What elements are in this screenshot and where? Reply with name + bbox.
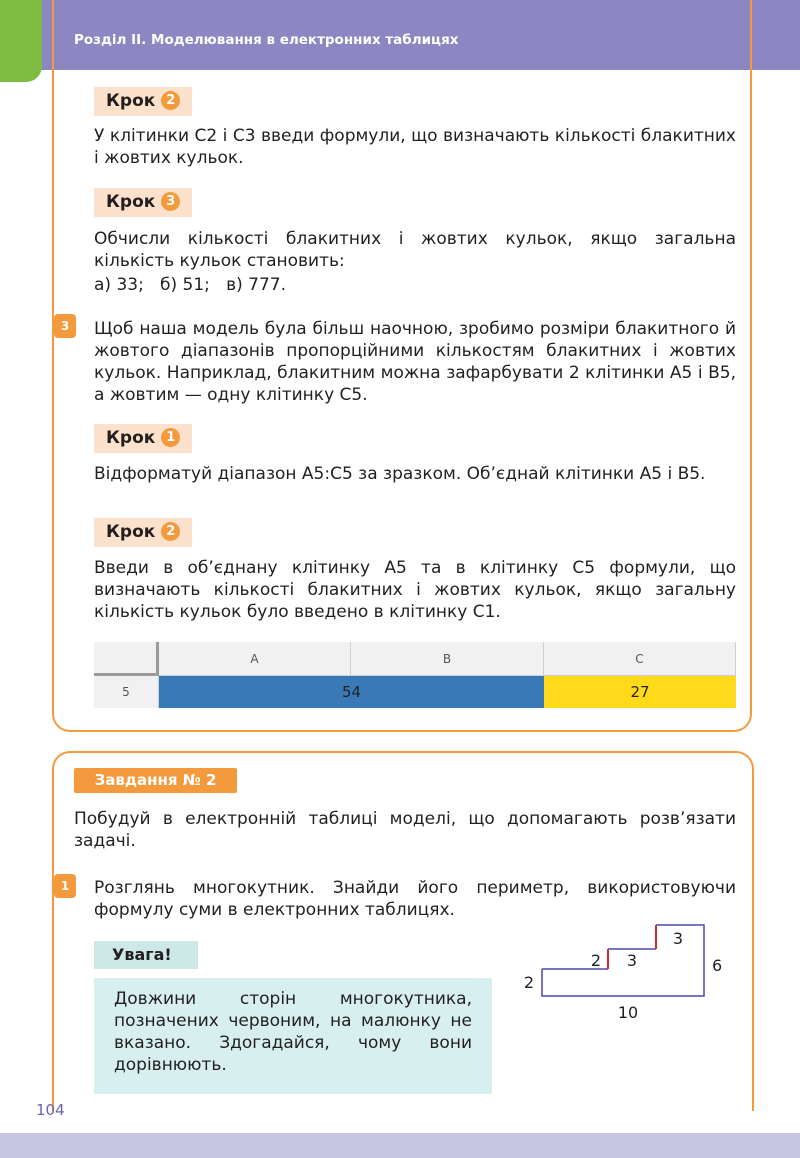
step-number-badge: 2 [161,91,180,110]
label-step-low: 2 [590,951,602,970]
page-footer-band [0,1133,800,1158]
step-2b-text: Введи в об’єднану клітинку А5 та в клітинку С5 формули, що визначають кількості блакитних і жовтих кульок, якщо загальну кількість кульок було введено в клітинку С1. [94,558,736,622]
step-number-badge: 2 [161,522,180,541]
step-3-text: Обчисли кількості блакитних і жовтих кульок, якщо загальна кількість кульок становить: [94,229,736,271]
step-label-text: Крок [106,522,156,542]
item-1-badge: 1 [54,874,76,898]
attention-note: Довжини сторін многокутника, позначених червоним, на малюнку не вказано. Здогадайся, чому вони дорівнюють. [94,978,492,1094]
column-header-a: A [159,642,351,676]
attention-label: Увага! [94,941,198,969]
page-number: 104 [36,1101,65,1119]
item-3-text: Щоб наша модель була більш наочною, зробимо розміри блакитного й жовтого діапазонів пропорційними кількостям блакитних і жовтих кульок. Наприклад, блакитним можна зафарбувати 2 клітинки А5 і В5, а жовтим — одну клітинку С5. [94,319,736,405]
step-label-text: Крок [106,192,156,212]
cell-c5: 27 [544,676,736,708]
step-number-badge: 1 [161,428,180,447]
step-label-text: Крок [106,428,156,448]
step-number-badge: 3 [161,192,180,211]
item-1-text: Розглянь многокутник. Знайди його периметр, використовуючи формулу суми в електронних таблицях. [94,878,736,920]
label-bottom-side: 10 [617,1003,639,1022]
step-3-label [94,188,192,217]
step-label-text: Крок [106,91,156,111]
label-top-width: 3 [672,929,684,948]
polygon-diagram [520,918,740,1028]
label-right-side: 6 [712,956,723,975]
answer-options: а) 33; б) 51; в) 777. [94,275,287,295]
label-mid-width: 3 [626,951,638,970]
item-3-badge: 3 [54,314,76,338]
spreadsheet-sample [94,642,736,708]
label-left-side: 2 [523,973,534,992]
step-2-text: У клітинки С2 і С3 введи формули, що визначають кількості блакитних і жовтих кульок. [94,126,736,168]
step-2b-label [94,518,192,547]
column-header-b: B [351,642,544,676]
sheet-corner [94,642,159,676]
task-2-intro: Побудуй в електронній таблиці моделі, що допомагають розв’язати задачі. [74,809,736,851]
row-header-5: 5 [94,676,159,708]
column-header-c: C [544,642,736,676]
step-1-label [94,424,192,453]
merged-cell-a5-b5: 54 [159,676,544,708]
step-1-text: Відформатуй діапазон А5:С5 за зразком. Об’єднай клітинки А5 і В5. [94,464,706,484]
chapter-tab [0,0,42,82]
chapter-title: Розділ ІІ. Моделювання в електронних таблицях [74,32,459,48]
task-2-label: Завдання № 2 [74,768,237,793]
step-2-label [94,87,192,116]
